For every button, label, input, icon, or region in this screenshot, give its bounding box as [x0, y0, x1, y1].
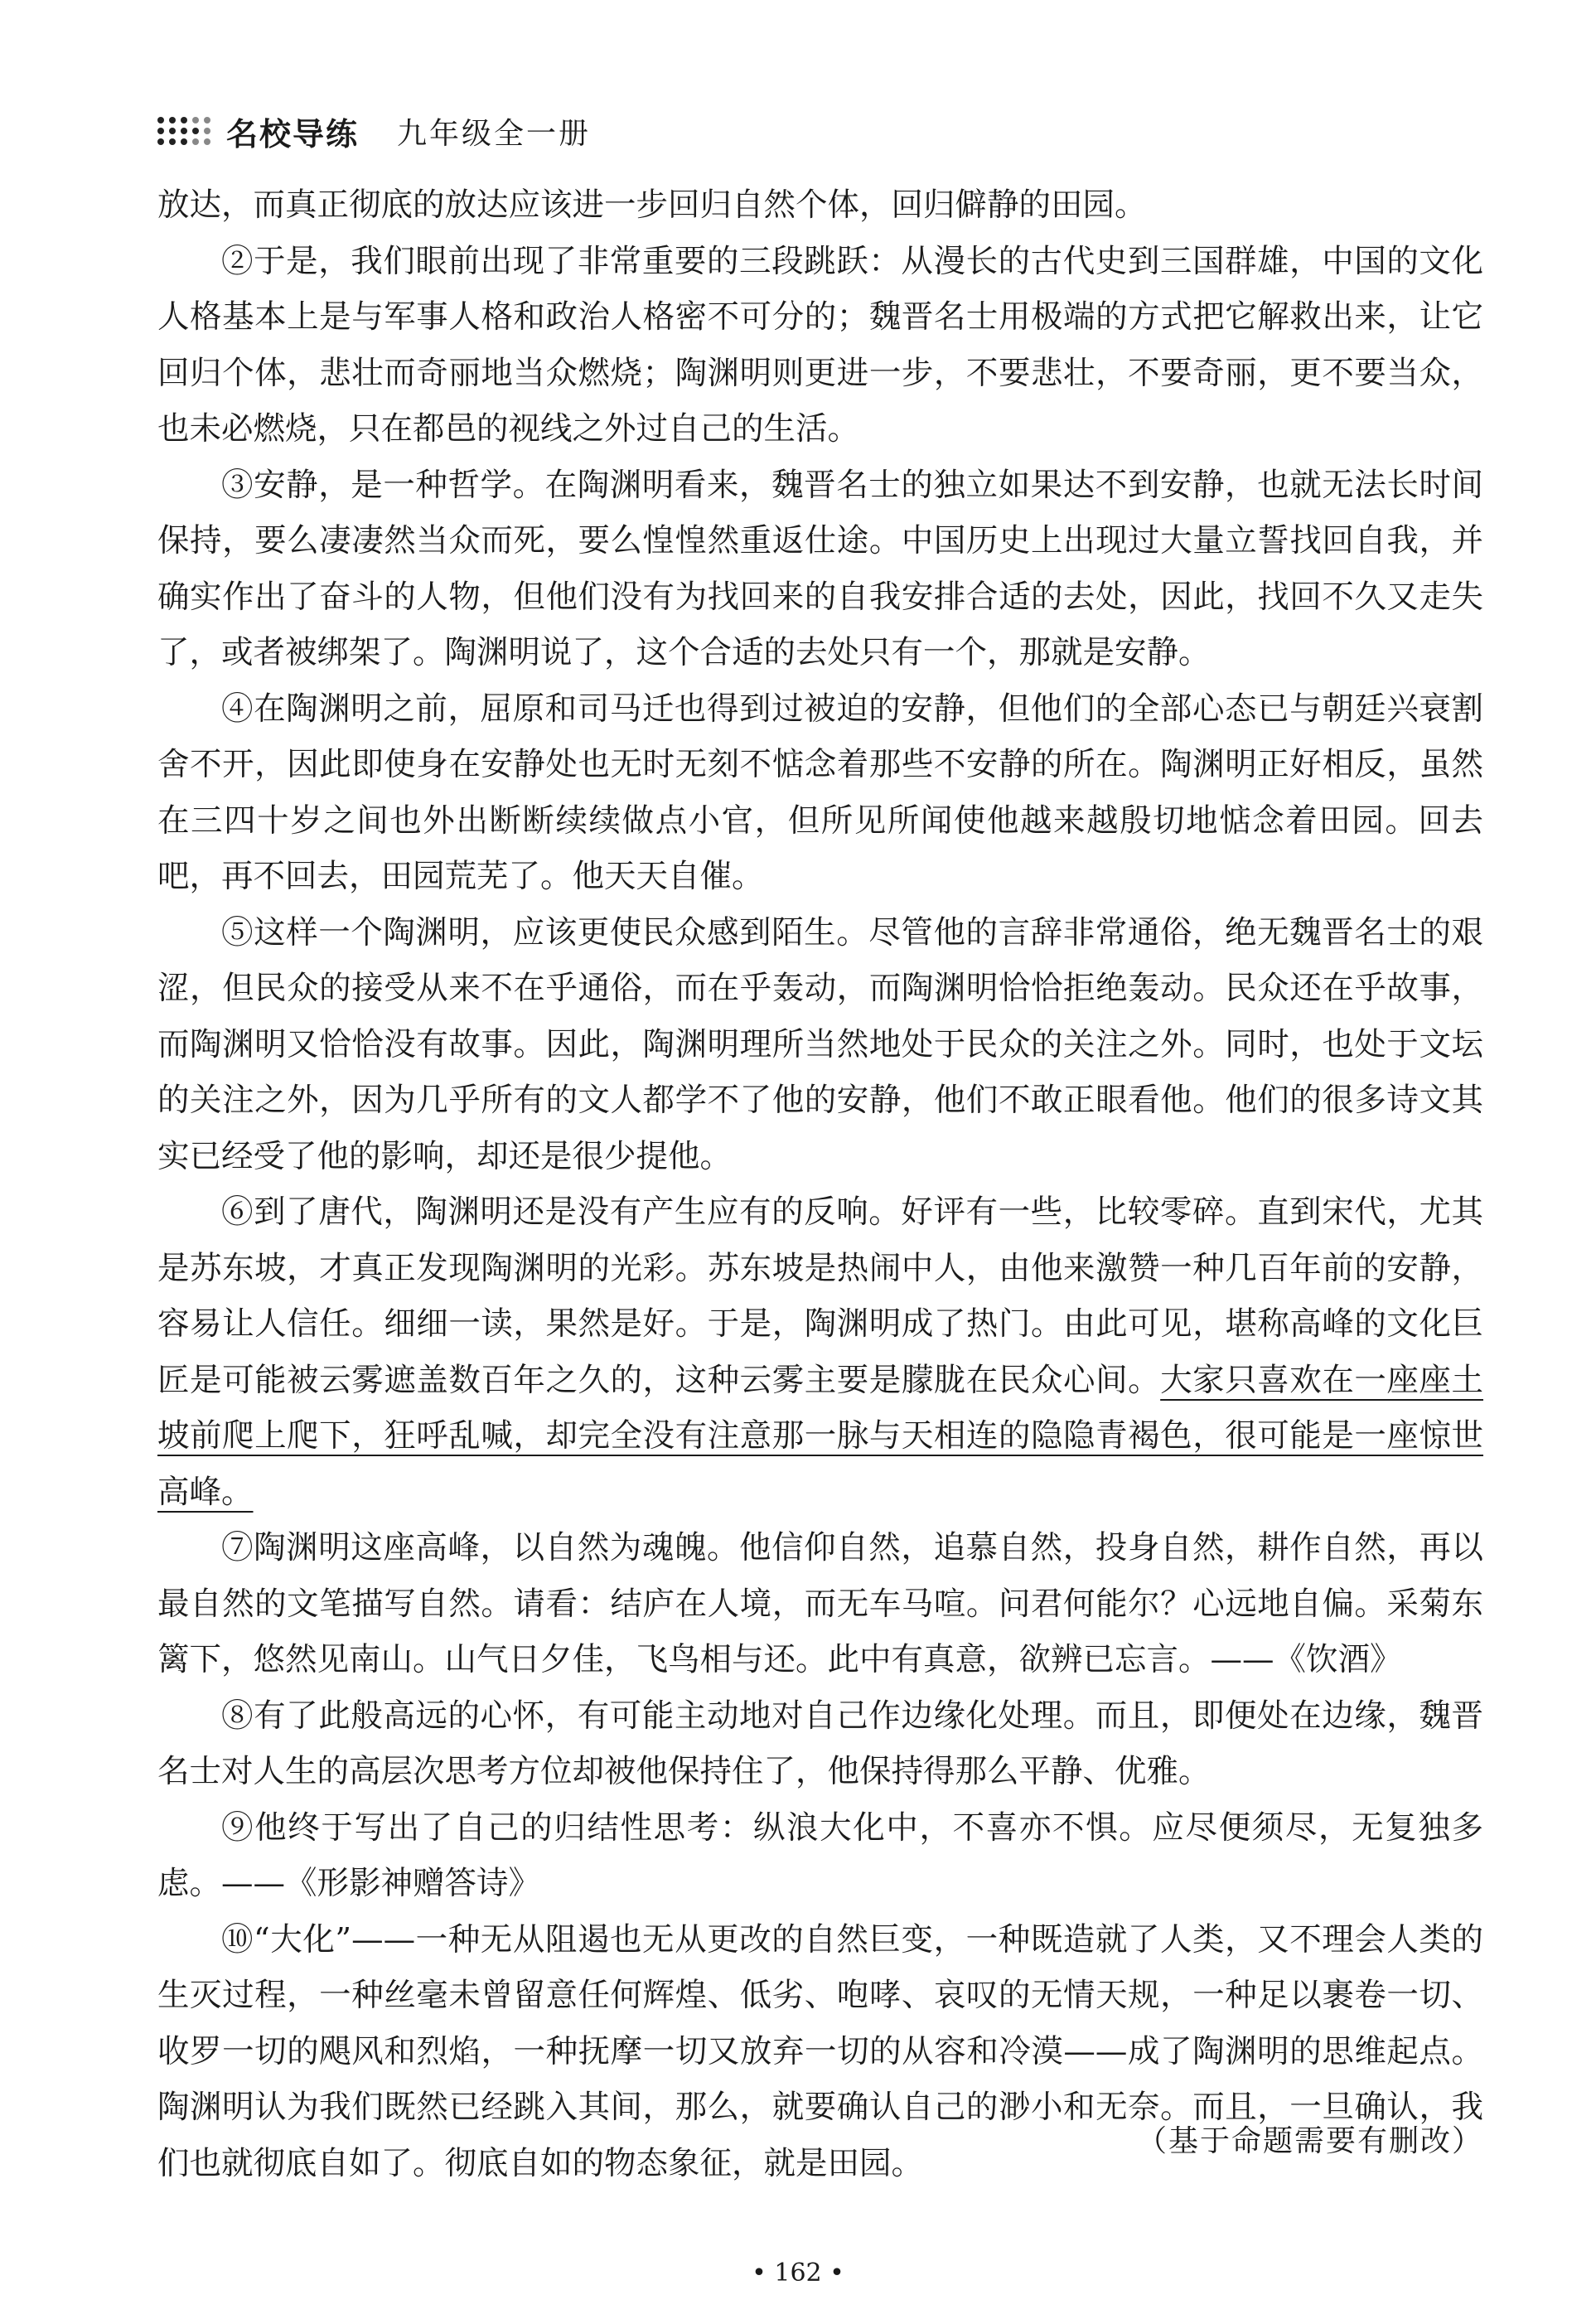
dots-decoration-icon — [157, 117, 211, 146]
paragraph-6-text: ⑥到了唐代，陶渊明还是没有产生应有的反响。好评有一些，比较零碎。直到宋代，尤其是苏东坡，才真正发现陶渊明的光彩。苏东坡是热闹中人，由他来激赞一种几百年前的安静，容易让人信任。细细一读，果然是好。于是，陶渊明成了热门。由此可见，堪称高峰的文化巨匠是可能被云雾遮盖数百年之久的，这种云雾主要是朦胧在民众心间。 — [157, 1193, 1483, 1399]
article-body — [157, 177, 1483, 2191]
brand-title: 名校导练 — [226, 115, 360, 153]
paragraph-5: ⑤这样一个陶渊明，应该更使民众感到陌生。尽管他的言辞非常通俗，绝无魏晋名士的艰涩，但民众的接受从来不在乎通俗，而在乎轰动，而陶渊明恰恰拒绝轰动。民众还在乎故事，而陶渊明又恰恰没有故事。因此，陶渊明理所当然地处于民众的关注之外。同时，也处于文坛的关注之外，因为几乎所有的文人都学不了他的安静，他们不敢正眼看他。他们的很多诗文其实已经受了他的影响，却还是很少提他。 — [157, 913, 1483, 1175]
source-note: （基于命题需要有删改） — [1136, 2124, 1483, 2158]
paragraph-2: ②于是，我们眼前出现了非常重要的三段跳跃：从漫长的古代史到三国群雄，中国的文化人格基本上是与军事人格和政治人格密不可分的；魏晋名士用极端的方式把它解救出来，让它回归个体，悲壮而奇丽地当众燃烧；陶渊明则更进一步，不要悲壮，不要奇丽，更不要当众，也未必燃烧，只在都邑的视线之外过自己的生活。 — [157, 242, 1483, 448]
page-header — [157, 106, 591, 156]
paragraph-8: ⑧有了此般高远的心怀，有可能主动地对自己作边缘化处理。而且，即便处在边缘，魏晋名士对人生的高层次思考方位却被他保持住了，他保持得那么平静、优雅。 — [157, 1697, 1483, 1790]
paragraph-3: ③安静，是一种哲学。在陶渊明看来，魏晋名士的独立如果达不到安静，也就无法长时间保持，要么凄凄然当众而死，要么惶惶然重返仕途。中国历史上出现过大量立誓找回自我，并确实作出了奋斗的人物，但他们没有为找回来的自我安排合适的去处，因此，找回不久又走失了，或者被绑架了。陶渊明说了，这个合适的去处只有一个，那就是安静。 — [157, 466, 1483, 671]
paragraph-6 — [157, 1184, 1483, 1520]
paragraph-continued: 放达，而真正彻底的放达应该进一步回归自然个体，回归僻静的田园。 — [157, 186, 1147, 224]
paragraph-7: ⑦陶渊明这座高峰，以自然为魂魄。他信仰自然，追慕自然，投身自然，耕作自然，再以最自然的文笔描写自然。请看：结庐在人境，而无车马喧。问君何能尔？心远地自偏。采菊东篱下，悠然见南山。山气日夕佳，飞鸟相与还。此中有真意，欲辨已忘言。——《饮酒》 — [157, 1529, 1483, 1678]
paragraph-4: ④在陶渊明之前，屈原和司马迁也得到过被迫的安静，但他们的全部心态已与朝廷兴衰割舍不开，因此即使身在安静处也无时无刻不惦念着那些不安静的所在。陶渊明正好相反，虽然在三四十岁之间也外出断断续续做点小官，但所见所闻使他越来越殷切地惦念着田园。回去吧，再不回去，田园荒芜了。他天天自催。 — [157, 690, 1483, 895]
grade-label: 九年级全一册 — [397, 116, 592, 151]
paragraph-9: ⑨他终于写出了自己的归结性思考：纵浪大化中，不喜亦不惧。应尽便须尽，无复独多虑。——《形影神赠答诗》 — [157, 1808, 1483, 1902]
paragraph-10: ⑩“大化”——一种无从阻遏也无从更改的自然巨变，一种既造就了人类，又不理会人类的生灭过程，一种丝毫未曾留意任何辉煌、低劣、咆哮、哀叹的无情天规，一种足以裹卷一切、收罗一切的飓风和烈焰，一种抚摩一切又放弃一切的从容和冷漠——成了陶渊明的思维起点。陶渊明认为我们既然已经跳入其间，那么，就要确认自己的渺小和无奈。而且，一旦确认，我们也就彻底自如了。彻底自如的物态象征，就是田园。 — [157, 1920, 1483, 2182]
page-number: • 162 • — [752, 2259, 844, 2288]
underlined-sentence: 大家只喜欢在一座座土坡前爬上爬下，狂呼乱喊，却完全没有注意那一脉与天相连的隐隐青褐色，很可能是一座惊世高峰。 — [157, 1361, 1483, 1511]
